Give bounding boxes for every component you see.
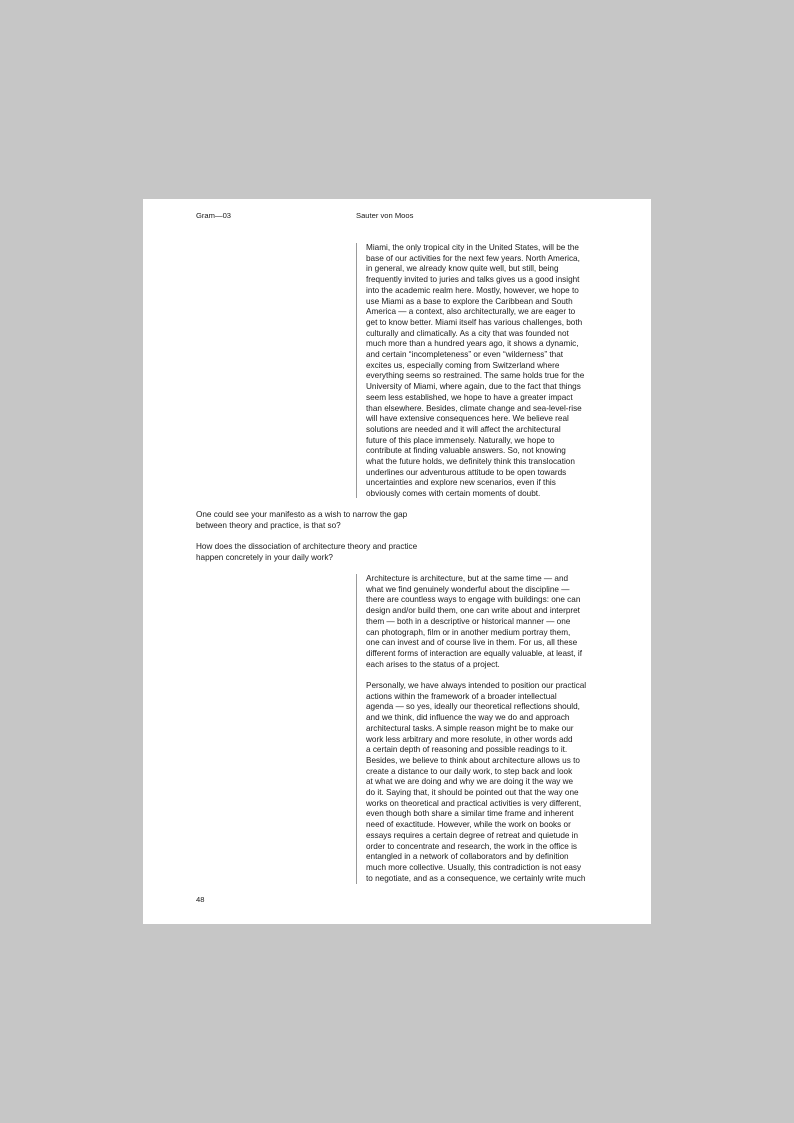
text-line: there are countless ways to engage with buildings: one can xyxy=(366,595,581,605)
text-line: much more than a hundred years ago, it shows a dynamic, xyxy=(366,339,579,349)
text-line: future of this place immensely. Naturally, we hope to xyxy=(366,435,555,445)
text-line: uncertainties and explore new scenarios, even if this xyxy=(366,478,556,488)
text-line: Personally, we have always intended to position our practical xyxy=(366,681,587,691)
document-page xyxy=(143,199,651,924)
text-line: one can invest and of course live in them. For us, all these xyxy=(366,638,578,648)
text-line: different forms of interaction are equally valuable, at least, if xyxy=(366,648,583,658)
text-line: entangled in a network of collaborators and by definition xyxy=(366,852,569,862)
text-line: use Miami as a base to explore the Caribbean and South xyxy=(366,296,573,306)
text-line: happen concretely in your daily work? xyxy=(196,552,333,562)
text-line: seem less established, we hope to have a greater impact xyxy=(366,392,573,402)
text-line: a certain depth of reasoning and possible readings to it. xyxy=(366,745,568,755)
text-line: will have extensive consequences here. We believe real xyxy=(366,414,569,424)
answer-block-1 xyxy=(356,243,604,498)
text-line: what the future holds, we definitely think this translocation xyxy=(366,457,575,467)
text-line: culturally and climatically. As a city that was founded not xyxy=(366,328,569,338)
page-number: 48 xyxy=(196,895,205,904)
text-line: get to know better. Miami itself has various challenges, both xyxy=(366,317,583,327)
answer-block-2 xyxy=(356,574,604,884)
text-line: contribute at finding valuable answers. So, not knowing xyxy=(366,446,566,456)
text-line: at what we are doing and why we are doing it the way we xyxy=(366,777,574,787)
text-line xyxy=(366,670,604,681)
text-line: University of Miami, where again, due to the fact that things xyxy=(366,382,581,392)
text-line: obviously comes with certain moments of doubt. xyxy=(366,489,541,499)
text-line: and certain “incompleteness” or even “wilderness” that xyxy=(366,350,564,360)
text-line: underlines our adventurous attitude to be open towards xyxy=(366,467,567,477)
question-block-2 xyxy=(196,542,456,563)
text-line: much more collective. Usually, this contradiction is not easy xyxy=(366,862,582,872)
text-line: frequently invited to juries and talks gives us a good insight xyxy=(366,275,580,285)
text-line: America — a context, also architecturally, we are eager to xyxy=(366,307,576,317)
text-line: base of our activities for the next few years. North America, xyxy=(366,253,580,263)
text-line: essays requires a certain degree of retreat and quietude in xyxy=(366,830,579,840)
text-line: works on theoretical and practical activities is very different, xyxy=(366,798,582,808)
text-line: into the academic realm here. Mostly, however, we hope to xyxy=(366,285,579,295)
text-line: How does the dissociation of architecture theory and practice xyxy=(196,542,418,551)
text-line: in general, we already know quite well, but still, being xyxy=(366,264,559,274)
text-line: them — both in a descriptive or historical manner — one xyxy=(366,616,571,626)
text-line: what we find genuinely wonderful about the discipline — xyxy=(366,584,570,594)
text-line: and we think, did influence the way we do and approach xyxy=(366,713,570,723)
text-line: Architecture is architecture, but at the same time — and xyxy=(366,574,569,583)
text-line: to negotiate, and as a consequence, we certainly write much xyxy=(366,873,586,883)
text-line: Besides, we believe to think about architecture allows us to xyxy=(366,755,580,765)
text-line: actions within the framework of a broader intellectual xyxy=(366,691,557,701)
text-line: even though both share a similar time frame and inherent xyxy=(366,809,574,819)
text-line: work less arbitrary and more resolute, in other words add xyxy=(366,734,573,744)
text-line: need of exactitude. However, while the work on books or xyxy=(366,820,571,830)
text-line: One could see your manifesto as a wish to narrow the gap xyxy=(196,510,408,519)
text-line: design and/or build them, one can write about and interpret xyxy=(366,606,580,616)
text-line: Miami, the only tropical city in the United States, will be the xyxy=(366,243,579,252)
text-line: do it. Saying that, it should be pointed out that the way one xyxy=(366,788,579,798)
text-line: order to concentrate and research, the work in the office is xyxy=(366,841,578,851)
text-line: agenda — so yes, ideally our theoretical reflections should, xyxy=(366,702,580,712)
text-line: excites us, especially coming from Switzerland where xyxy=(366,360,560,370)
text-line: architectural tasks. A simple reason might be to make our xyxy=(366,723,574,733)
author-label: Sauter von Moos xyxy=(356,211,414,220)
text-line: solutions are needed and it will affect the architectural xyxy=(366,424,561,434)
text-line: can photograph, film or in another medium portray them, xyxy=(366,627,571,637)
text-line: everything seems so restrained. The same holds true for the xyxy=(366,371,585,381)
journal-label: Gram—03 xyxy=(196,211,232,220)
text-line: between theory and practice, is that so? xyxy=(196,520,341,530)
text-line: create a distance to our daily work, to step back and look xyxy=(366,766,573,776)
text-line: each arises to the status of a project. xyxy=(366,659,500,669)
text-line: than elsewhere. Besides, climate change and sea-level-rise xyxy=(366,403,582,413)
question-block-1 xyxy=(196,510,456,531)
